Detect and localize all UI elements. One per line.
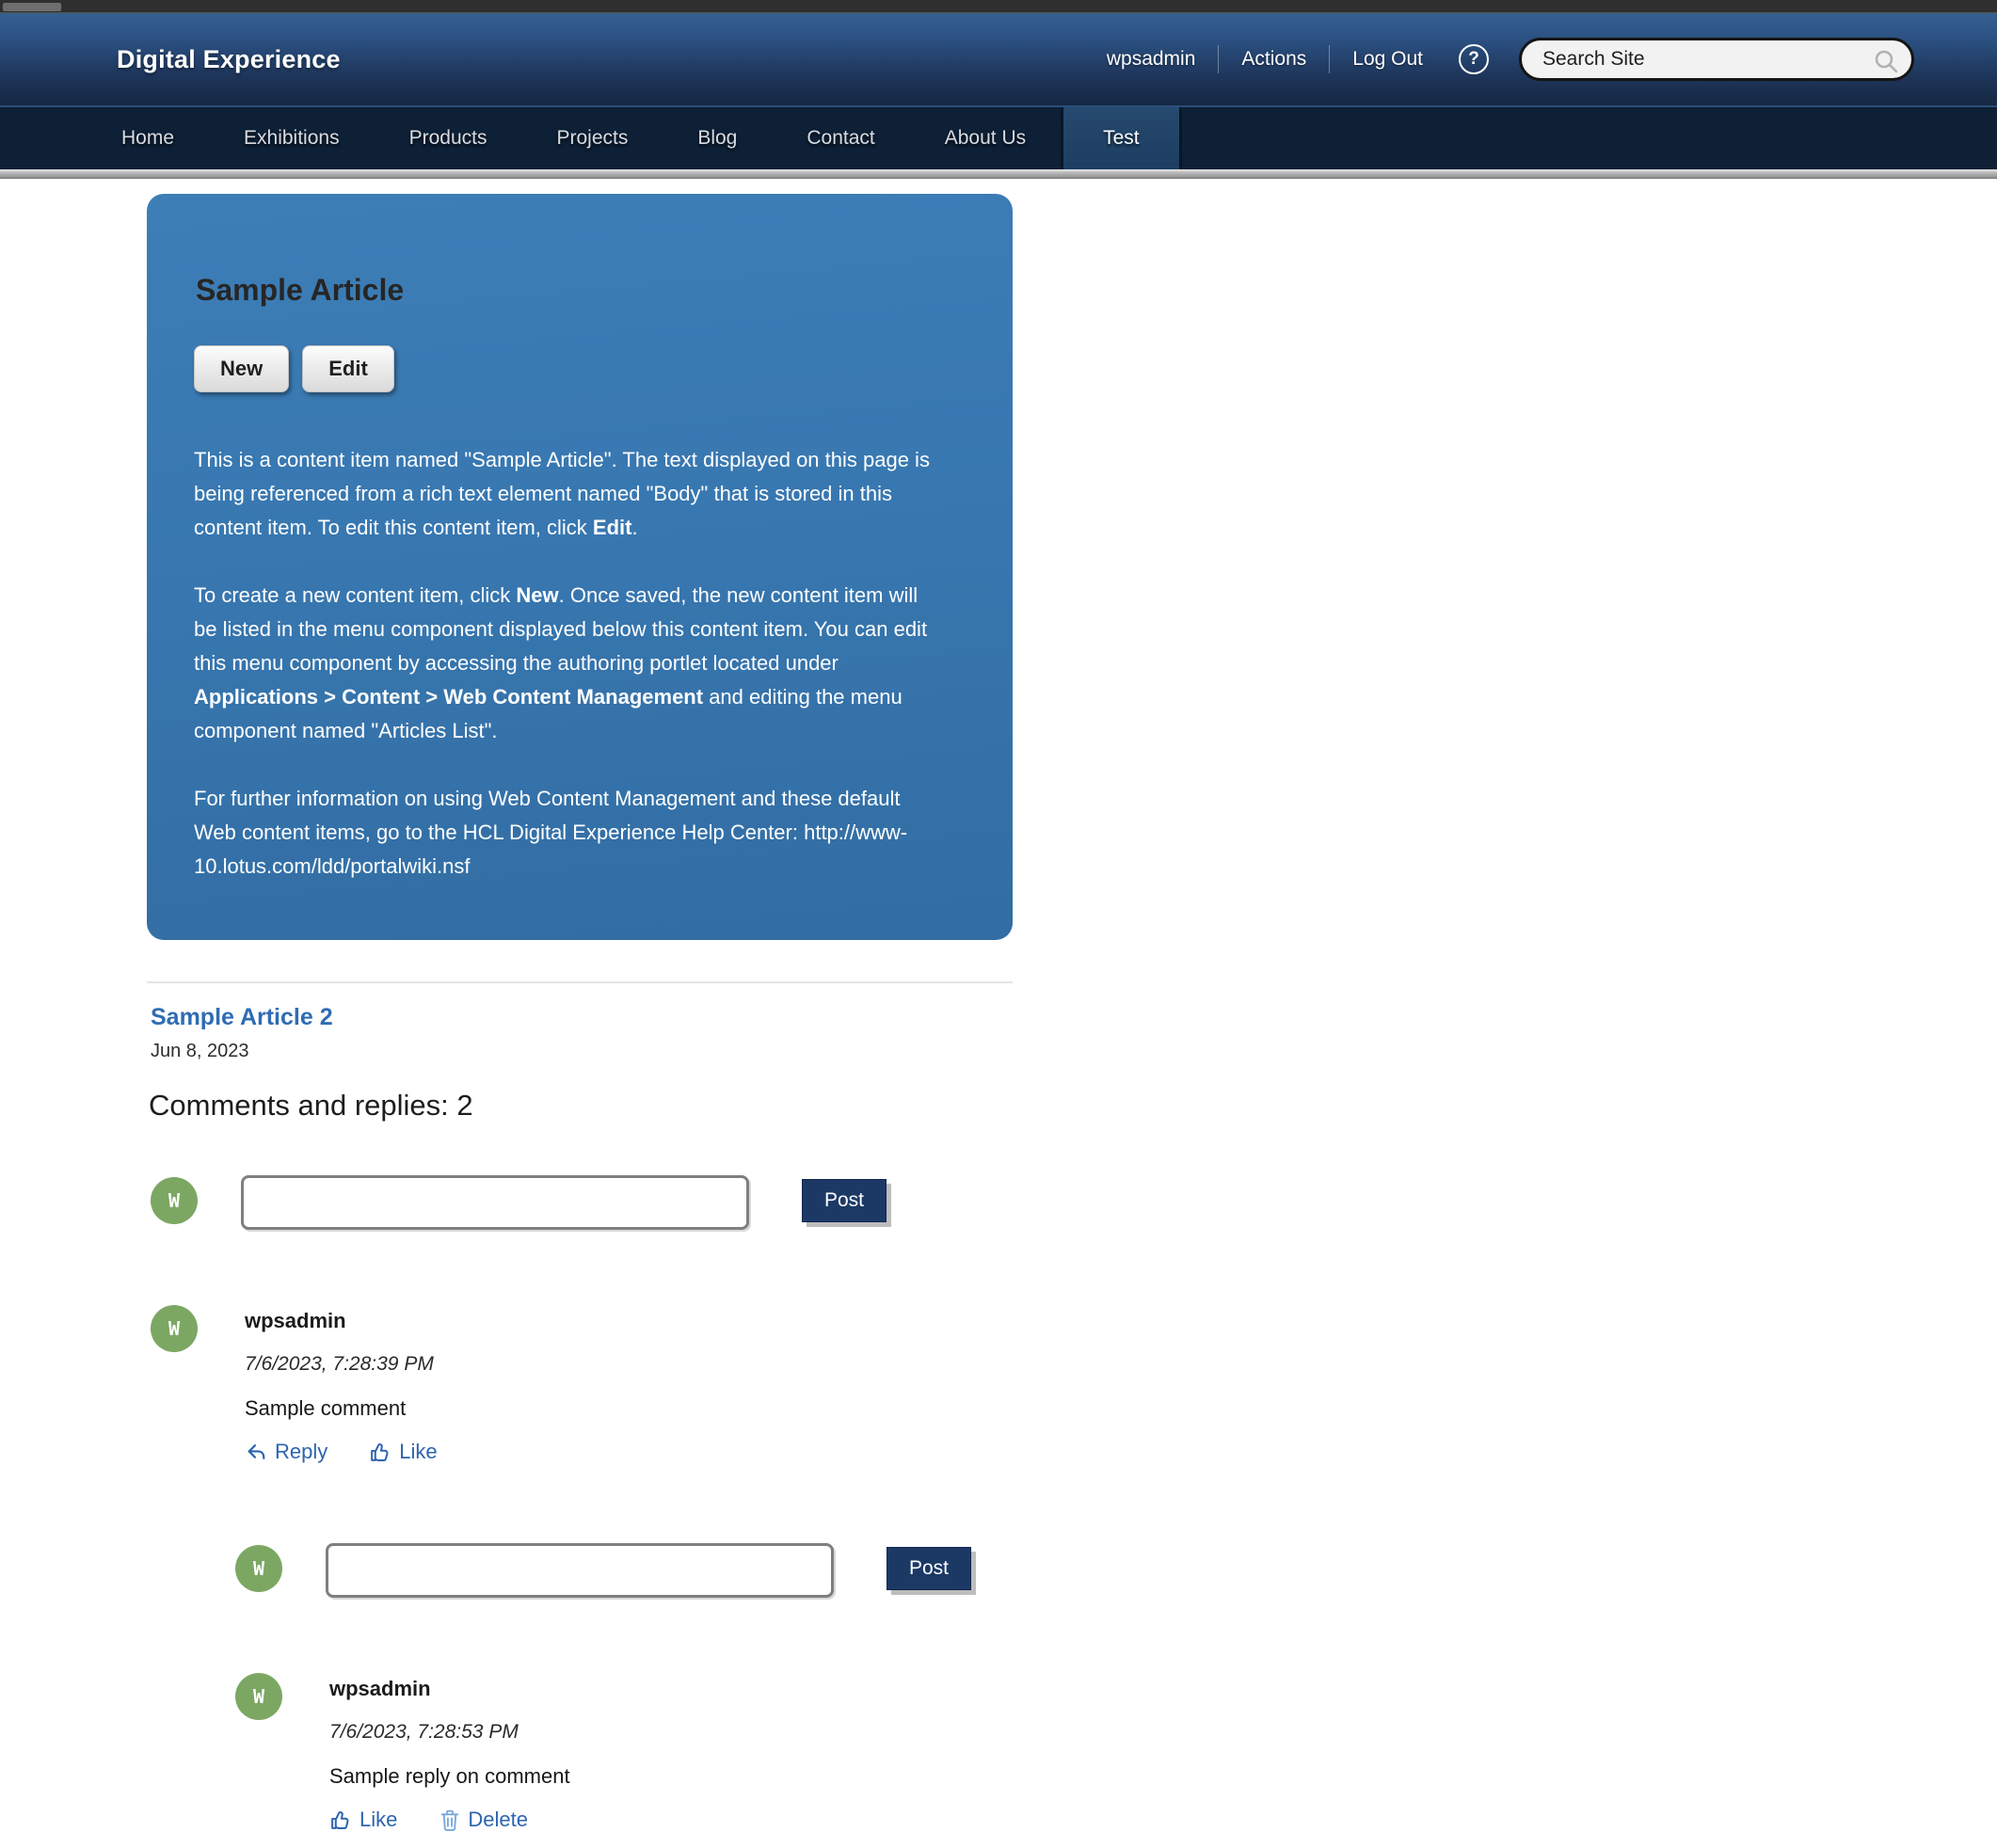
article-list-link[interactable]: Sample Article 2 — [151, 1004, 333, 1030]
edit-button[interactable]: Edit — [302, 345, 394, 392]
main-content — [0, 179, 1997, 1832]
reply-label: Reply — [275, 1440, 328, 1463]
reply-author: wpsadmin — [329, 1677, 431, 1700]
primary-nav — [0, 105, 1997, 169]
page-title: Digital Experience — [117, 44, 341, 73]
thumbs-up-icon — [329, 1808, 353, 1832]
nav-item-home[interactable]: Home — [121, 127, 175, 149]
post-reply-button[interactable]: Post — [887, 1547, 971, 1590]
avatar: W — [151, 1177, 198, 1224]
like-label: Like — [359, 1808, 398, 1831]
reply-icon — [245, 1441, 268, 1464]
comment-text: Sample comment — [245, 1396, 407, 1420]
search-input[interactable] — [1541, 47, 1879, 72]
new-button[interactable]: New — [194, 345, 289, 392]
card-paragraph: This is a content item named "Sample Article". The text displayed on this page is being referenced from a rich text element named "Body" that is stored in this content item. To edit this content item, click Edit. — [194, 448, 930, 539]
header-right-group — [1084, 38, 1914, 81]
nav-item-test[interactable]: Test — [1061, 107, 1182, 169]
nav-item-projects[interactable]: Projects — [556, 127, 629, 149]
comment-body — [245, 1305, 438, 1464]
section-divider — [147, 981, 1013, 983]
card-paragraphs — [192, 443, 947, 884]
nav-item-about-us[interactable]: About Us — [944, 127, 1027, 149]
search-icon[interactable] — [1872, 47, 1900, 80]
browser-edge-strip — [0, 0, 1997, 13]
card-paragraph: For further information on using Web Content Management and these default Web content items, go to the HCL Digital Experience Help Center: http://www-10.lotus.com/ldd/portalwiki.nsf — [194, 787, 908, 878]
reply-composer — [232, 1543, 1997, 1598]
user-menu-wpsadmin[interactable]: wpsadmin — [1106, 48, 1196, 70]
masthead — [0, 13, 1997, 105]
avatar: W — [151, 1305, 198, 1352]
window-control-strip — [3, 3, 61, 11]
nav-item-exhibitions[interactable]: Exhibitions — [244, 127, 340, 149]
actions-menu[interactable]: Actions — [1241, 48, 1307, 70]
comment-input[interactable] — [241, 1175, 749, 1230]
comment-author: wpsadmin — [245, 1309, 346, 1332]
reply-timestamp: 7/6/2023, 7:28:53 PM — [329, 1721, 519, 1743]
comment-item — [147, 1305, 1997, 1464]
avatar: W — [235, 1545, 282, 1592]
delete-label: Delete — [468, 1808, 528, 1831]
reply-item — [232, 1673, 1997, 1832]
comment-actions — [245, 1440, 438, 1464]
reply-actions — [329, 1808, 570, 1832]
thumbs-up-icon — [369, 1441, 392, 1464]
reply-body — [329, 1673, 570, 1832]
card-paragraph: To create a new content item, click New. Once saved, the new content item will be listed in the menu component displayed below this content item. You can edit this menu component by accessing the authoring portlet located under Applications > Content > Web Content Management and editing the menu component named "Articles List". — [194, 583, 928, 742]
reply-input[interactable] — [326, 1543, 834, 1598]
site-search-box — [1519, 38, 1914, 81]
sample-article-card — [147, 194, 1013, 940]
avatar: W — [235, 1673, 282, 1720]
article-card-title: Sample Article — [196, 273, 405, 307]
post-comment-button[interactable]: Post — [802, 1179, 887, 1222]
help-icon[interactable]: ? — [1459, 44, 1489, 74]
article-date: Jun 8, 2023 — [151, 1041, 249, 1061]
trash-icon — [439, 1808, 461, 1832]
delete-button[interactable] — [439, 1808, 528, 1832]
comments-heading: Comments and replies: 2 — [149, 1089, 473, 1122]
nav-item-products[interactable]: Products — [408, 127, 487, 149]
reply-text: Sample reply on comment — [329, 1764, 570, 1788]
nav-bottom-strip — [0, 169, 1997, 179]
nav-item-blog[interactable]: Blog — [697, 127, 738, 149]
logout-link[interactable]: Log Out — [1352, 48, 1423, 70]
reply-button[interactable] — [245, 1440, 328, 1464]
like-label: Like — [399, 1440, 438, 1463]
comment-timestamp: 7/6/2023, 7:28:39 PM — [245, 1353, 434, 1375]
article-card-buttons — [194, 345, 947, 392]
comment-composer — [147, 1175, 1997, 1230]
nav-item-contact[interactable]: Contact — [807, 127, 875, 149]
like-button[interactable] — [369, 1440, 437, 1464]
like-button[interactable] — [329, 1808, 397, 1832]
